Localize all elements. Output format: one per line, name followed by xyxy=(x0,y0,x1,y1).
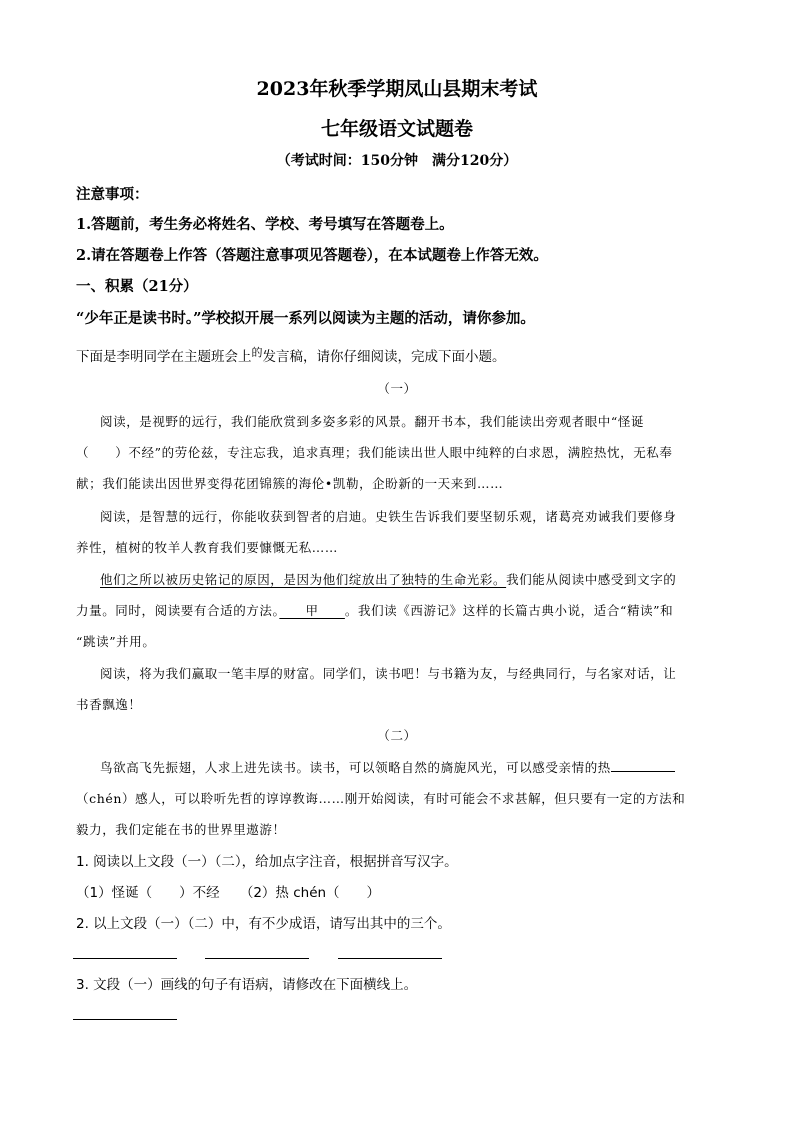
q2-answer-line-2[interactable] xyxy=(205,958,309,959)
passage-1-p1-line1: 阅读，是视野的远行，我们能欣赏到多姿多彩的风景。翻开书本，我们能读出旁观者眼中“怪诞 xyxy=(100,414,645,429)
passage-2-label: （二） xyxy=(377,728,417,743)
exam-title: 2023年秋季学期凤山县期末考试 xyxy=(256,78,538,100)
passage-1-p4-line2: 书香飘逸！ xyxy=(76,697,142,712)
q2-answer-line-1[interactable] xyxy=(73,958,177,959)
question-3: 3. 文段（一）画线的句子有语病，请修改在下面横线上。 xyxy=(76,977,418,993)
section-lead xyxy=(76,345,506,365)
faulty-sentence: 他们之所以被历史铭记的原因，是因为他们绽放出了独特的生命光彩。 xyxy=(100,572,507,587)
p3-line2-b: 。我们读《西游记》这样的长篇古典小说，适合“精读”和 xyxy=(344,603,674,618)
blank-chen[interactable] xyxy=(611,759,675,772)
lead-text-a: 下面是李明同学在主题班会上 xyxy=(76,349,252,365)
passage-2-line2: （chén）感人，可以聆听先哲的谆谆教诲……刚开始阅读，有时可能会不求甚解，但只要有一定的方法和 xyxy=(76,791,686,806)
passage-2-line1-text: 鸟欲高飞先振翅，人求上进先读书。读书，可以领略自然的旖旎风光，可以感受亲情的热 xyxy=(100,760,611,775)
passage-1-p3-line2 xyxy=(76,601,673,619)
question-2: 2. 以上文段（一）（二）中，有不少成语，请写出其中的三个。 xyxy=(76,916,451,932)
passage-2-line1 xyxy=(100,758,675,776)
passage-1-p1-line3: 献；我们能读出因世界变得花团锦簇的海伦•凯勒，企盼新的一天来到…… xyxy=(76,476,504,491)
section-heading: 一、积累（21分） xyxy=(76,278,198,295)
q3-answer-line[interactable] xyxy=(73,1019,177,1020)
passage-1-p3-line3: “跳读”并用。 xyxy=(76,634,156,649)
p3-line2-a: 力量。同时，阅读要有合适的方法。 xyxy=(76,603,280,618)
lead-superscript: 的 xyxy=(251,346,263,359)
q2-answer-line-3[interactable] xyxy=(338,958,442,959)
passage-1-p3-line1 xyxy=(100,570,676,588)
notice-item-1: 1.答题前，考生务必将姓名、学校、考号填写在答题卷上。 xyxy=(76,216,454,233)
question-1: 1. 阅读以上文段（一）（二），给加点字注音，根据拼音写汉字。 xyxy=(76,854,458,870)
question-1-sub: （1）怪诞（ ）不经 （2）热 chén（ ） xyxy=(76,885,381,901)
blank-jia[interactable]: 甲 xyxy=(279,603,345,618)
notice-heading: 注意事项： xyxy=(76,186,149,203)
exam-info: （考试时间：150分钟 满分120分） xyxy=(276,153,518,169)
section-intro: “少年正是读书时。”学校拟开展一系列以阅读为主题的活动，请你参加。 xyxy=(76,310,535,327)
p3-line1-rest: 我们能从阅读中感受到文字的 xyxy=(506,572,677,587)
lead-text-b: 发言稿，请你仔细阅读，完成下面小题。 xyxy=(262,349,506,365)
notice-item-2: 2.请在答题卷上作答（答题注意事项见答题卷），在本试题卷上作答无效。 xyxy=(76,247,548,264)
passage-1-p4-line1: 阅读，将为我们赢取一笔丰厚的财富。同学们，读书吧！与书籍为友，与经典同行，与名家对话，让 xyxy=(100,666,677,681)
passage-1-p2-line1: 阅读，是智慧的远行，你能收获到智者的启迪。史铁生告诉我们要坚韧乐观，诸葛亮劝诫我们要修身 xyxy=(100,509,677,524)
exam-subject-title: 七年级语文试题卷 xyxy=(320,118,473,140)
passage-1-p1-line2: （ ）不经”的劳伦兹，专注忘我，追求真理；我们能读出世人眼中纯粹的白求恩，满腔热忱，无私奉 xyxy=(76,445,673,460)
passage-1-p2-line2: 养性，植树的牧羊人教育我们要慷慨无私…… xyxy=(76,540,339,555)
passage-2-line3: 毅力，我们定能在书的世界里遨游！ xyxy=(76,822,286,837)
passage-1-label: （一） xyxy=(377,381,417,396)
